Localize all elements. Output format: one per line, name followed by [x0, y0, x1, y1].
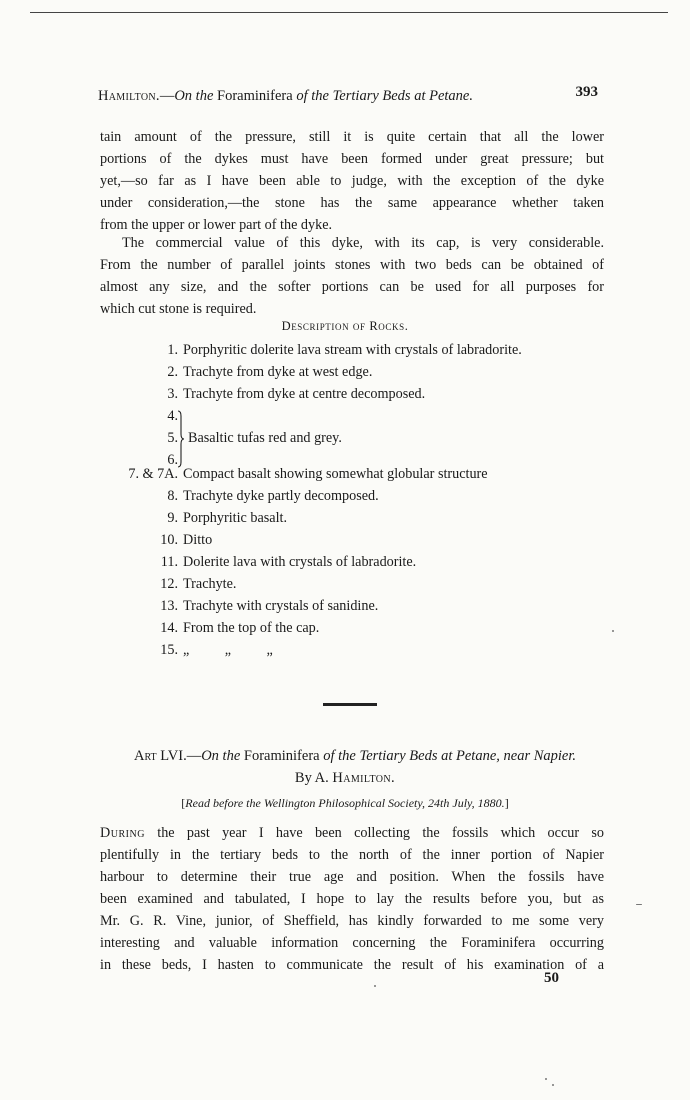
paragraph-commercial-value	[100, 232, 604, 320]
read-before-note: [Read before the Wellington Philosophical Society, 24th July, 1880.]	[181, 796, 509, 810]
article-label: Art	[133, 748, 157, 764]
item-number: 2.	[167, 364, 178, 380]
running-header	[98, 84, 598, 110]
item-number: 8.	[167, 488, 178, 504]
item-number: 6.	[167, 452, 178, 468]
article-dash: —	[186, 748, 202, 764]
item-description: „ „ „	[183, 642, 273, 658]
text-line: which cut stone is required.	[100, 301, 257, 317]
braced-items	[110, 408, 410, 472]
text-line: From the number of parallel joints stones with two beds can be obtained of	[100, 257, 604, 273]
item-number: 9.	[167, 510, 178, 526]
top-rule	[30, 12, 668, 13]
item-number: 14.	[160, 620, 178, 636]
brace-icon	[178, 410, 184, 468]
item-description: Ditto	[183, 532, 213, 548]
article-title-roman: Foraminifera	[243, 748, 320, 764]
section-divider	[323, 703, 377, 706]
article-title-part: On the	[201, 748, 241, 764]
article-title-part: of the Tertiary Beds at Petane, near Napier.	[323, 748, 577, 764]
item-number: 11.	[160, 554, 178, 570]
article-title	[100, 748, 610, 765]
byline	[0, 770, 690, 787]
item-number: 4.	[167, 408, 178, 424]
article-body	[100, 822, 604, 976]
text-line: under consideration,—the stone has the same appearance whether taken	[100, 195, 604, 211]
text-line: Mr. G. R. Vine, junior, of Sheffield, has kindly forwarded to me some very	[100, 913, 604, 929]
item-number: 12.	[160, 576, 178, 592]
text-line: The commercial value of this dyke, with its cap, is very considerable.	[122, 235, 604, 251]
item-number: 5.	[167, 430, 178, 446]
item-number: 15.	[160, 642, 178, 658]
text-line: tain amount of the pressure, still it is quite certain that all the lower	[100, 129, 604, 145]
header-title-part: of the Tertiary Beds at Petane.	[296, 88, 473, 104]
rocks-caption: Description of Rocks.	[281, 319, 409, 333]
item-number: 3.	[167, 386, 178, 402]
text-line: portions of the dykes must have been formed under great pressure; but	[100, 151, 604, 167]
item-description: Dolerite lava with crystals of labradorite.	[183, 554, 417, 570]
header-dash: —	[159, 88, 175, 104]
item-description: Compact basalt showing somewhat globular structure	[183, 466, 488, 482]
item-description: Trachyte dyke partly decomposed.	[183, 488, 379, 504]
item-description: Basaltic tufas red and grey.	[188, 430, 342, 446]
header-author: Hamilton.	[98, 88, 160, 104]
text-line	[100, 822, 604, 844]
text-line: in these beds, I hasten to communicate the result of his examination of a	[100, 957, 604, 973]
item-number: 1.	[167, 342, 178, 358]
print-speck	[545, 1078, 547, 1080]
article-number: LVI.	[160, 748, 187, 764]
read-before-text: Read before the Wellington Philosophical Society, 24th July, 1880.	[185, 796, 505, 810]
text-line: harbour to determine their true age and position. When the fossils have	[100, 869, 604, 885]
text-line: from the upper or lower part of the dyke.	[100, 217, 333, 233]
first-word: During	[100, 825, 145, 841]
text-line: plentifully in the tertiary beds to the north of the inner portion of Napier	[100, 847, 604, 863]
item-description: Porphyritic dolerite lava stream with crystals of labradorite.	[183, 342, 522, 358]
header-title-roman: Foraminifera	[217, 88, 293, 104]
item-description: From the top of the cap.	[183, 620, 320, 636]
item-number: 10.	[160, 532, 178, 548]
page-number: 393	[575, 84, 598, 100]
print-speck	[374, 985, 376, 987]
item-number: 7. & 7A.	[128, 466, 178, 482]
item-number: 13.	[160, 598, 178, 614]
header-title-part: On the	[174, 88, 214, 104]
text-line: interesting and valuable information concerning the Foraminifera occurring	[100, 935, 604, 951]
text-line: almost any size, and the softer portions can be used for all purposes for	[100, 279, 604, 295]
print-speck	[552, 1084, 554, 1086]
item-description: Trachyte.	[183, 576, 237, 592]
signature-mark: 50	[544, 970, 559, 986]
paragraph-continued	[100, 126, 604, 236]
byline-prefix: By A.	[294, 770, 329, 786]
item-description: Porphyritic basalt.	[183, 510, 288, 526]
byline-author: Hamilton.	[332, 770, 396, 786]
running-title	[98, 88, 473, 105]
print-speck	[612, 630, 614, 632]
item-description: Trachyte from dyke at west edge.	[183, 364, 373, 380]
text-line: been examined and tabulated, I hope to lay the results before you, but as	[100, 891, 604, 907]
item-description: Trachyte with crystals of sanidine.	[183, 598, 379, 614]
item-description: Trachyte from dyke at centre decomposed.	[183, 386, 426, 402]
print-speck	[636, 904, 642, 905]
text-line: yet,—so far as I have been able to judge, with the exception of the dyke	[100, 173, 604, 189]
text-line-rest: the past year I have been collecting the fossils which occur so	[157, 825, 605, 841]
